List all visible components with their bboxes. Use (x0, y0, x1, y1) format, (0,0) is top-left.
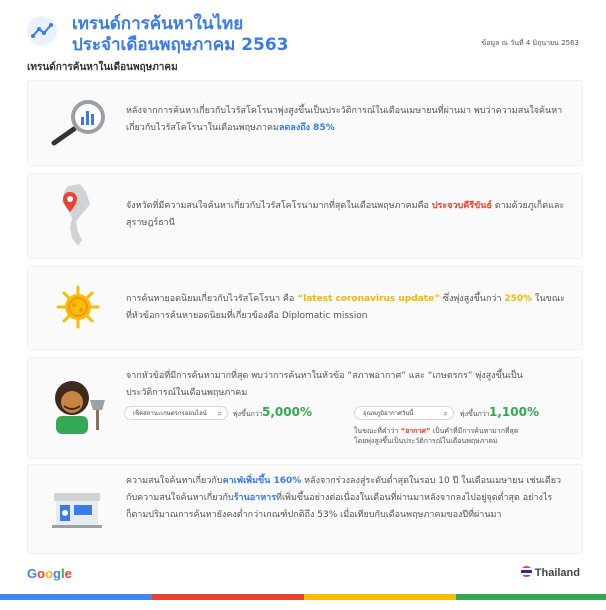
card-highlight: ลดลงถึง 85% (278, 123, 335, 133)
card-cafe (27, 464, 583, 554)
data-date: ข้อมูล ณ วันที่ 4 มิถุนายน 2563 (481, 39, 579, 47)
page-title-line1: เทรนด์การค้นหาในไทย (72, 14, 244, 34)
card-covid-interest (27, 80, 583, 166)
search-pill-weather (354, 406, 454, 420)
coronavirus-icon (56, 285, 100, 333)
note-highlight: “อากาศ” (400, 427, 431, 435)
country-label (521, 566, 580, 579)
magnifier-chart-icon (50, 99, 110, 151)
card-highlight-2: 250% (504, 294, 533, 304)
page-title-line2: ประจำเดือนพฤษภาคม 2563 (72, 35, 289, 55)
card-weather-farmer (27, 357, 583, 459)
search-icon: ⌕ (443, 409, 448, 418)
google-letter: o (45, 566, 54, 581)
card-top-search (27, 266, 583, 350)
google-letter: o (37, 566, 46, 581)
card-highlight: คาเฟ่เพิ่มขึ้น 160% (222, 476, 302, 486)
card-text: ความสนใจค้นหาเกี่ยวกับ (126, 476, 223, 486)
google-logo (27, 566, 72, 581)
footer-bar-red (152, 594, 304, 600)
thailand-map-pin-icon (56, 182, 96, 254)
card-text-c: ในขณะที่หัวข้อการค้นหายอดนิยมที่เกี่ยวข้องคือ Diplomatic mission (126, 294, 565, 321)
card-text: หลังจากการค้นหาเกี่ยวกับไวรัสโคโรนาพุ่งสูงขึ้นเป็นประวัติการณ์ในเดือนเมษายนที่ผ่านมา พบว่าความสนใจค้นหาเกี่ยวกับไวรัสโคโรนาในเดือนพฤษภาคม (126, 106, 563, 133)
card-highlight-2: ร้านอาหาร (233, 493, 277, 503)
weather-note: ในขณะที่คำว่า “อากาศ” เป็นคำที่มีการค้นหามากที่สุด โดยพุ่งสูงขึ้นเป็นประวัติการณ์ในเดือนพฤษภาคม (354, 427, 519, 445)
google-letter: g (53, 566, 61, 581)
increase-label: พุ่งขึ้นกว่า (233, 410, 263, 418)
google-letter: G (27, 566, 38, 581)
google-letter: l (60, 566, 65, 581)
shop-icon (50, 489, 106, 533)
farmer-icon (50, 380, 108, 440)
footer-bar-blue (0, 594, 152, 600)
card-highlight: ประจวบคีรีขันธ์ (431, 201, 492, 211)
search-pill-text: เช็คสถานะเกษตรกรออนไลน์ (133, 410, 207, 417)
card-text: จากหัวข้อที่มีการค้นหามากที่สุด พบว่าการค้นหาในหัวข้อ “สภาพอากาศ” และ “เกษตรกร” พุ่งสูงขึ้นเป็นประวัติการณ์ในเดือนพฤษภาคม (126, 371, 523, 398)
section-title: เทรนด์การค้นหาในเดือนพฤษภาคม (27, 62, 178, 73)
increase-label: พุ่งขึ้นกว่า (460, 410, 490, 418)
search-pill-farmer (124, 406, 228, 420)
card-text: การค้นหายอดนิยมเกี่ยวกับไวรัสโคโรนา คือ (126, 294, 298, 304)
search-pill-text: อุณหภูมิอากาศวันนี้ (363, 410, 414, 417)
card-text: จังหวัดที่มีความสนใจค้นหาเกี่ยวกับไวรัสโคโรนามากที่สุดในเดือนพฤษภาคมคือ (126, 201, 432, 211)
increase-value-farmer: 5,000% (262, 405, 312, 419)
google-letter: e (64, 566, 72, 581)
card-highlight: “latest coronavirus update” (297, 294, 441, 304)
trend-line-icon (27, 16, 57, 46)
footer-bar-yellow (304, 594, 456, 600)
card-province (27, 173, 583, 259)
thailand-flag-icon (521, 566, 532, 577)
card-text-b: ตามด้วยภูเก็ตและสุราษฎร์ธานี (126, 201, 565, 228)
country-name: Thailand (534, 567, 580, 579)
card-text-c: ที่เพิ่มขึ้นอย่างต่อเนื่องในเดือนที่ผ่านมาหลังจากลงไปอยู่จุดต่ำสุด อย่างไรก็ตามปริมาณการค้นหายังคงต่ำกว่าเกณฑ์ปกติถึง 53% เมื่อเทียบกับเดือนพฤษภาคมของปีที่ผ่านมา (126, 493, 553, 520)
search-icon: ⌕ (217, 409, 222, 418)
card-text-b: ซึ่งพุ่งสูงขึ้นกว่า (440, 294, 505, 304)
increase-value-weather: 1,100% (489, 405, 539, 419)
card-text-b: หลังจากร่วงลงสู่ระดับต่ำสุดในรอบ 10 ปี ในเดือนเมษายน เช่นเดียวกับความสนใจค้นหาเกี่ยวกับ (126, 476, 562, 503)
footer-bar-green (456, 594, 606, 600)
